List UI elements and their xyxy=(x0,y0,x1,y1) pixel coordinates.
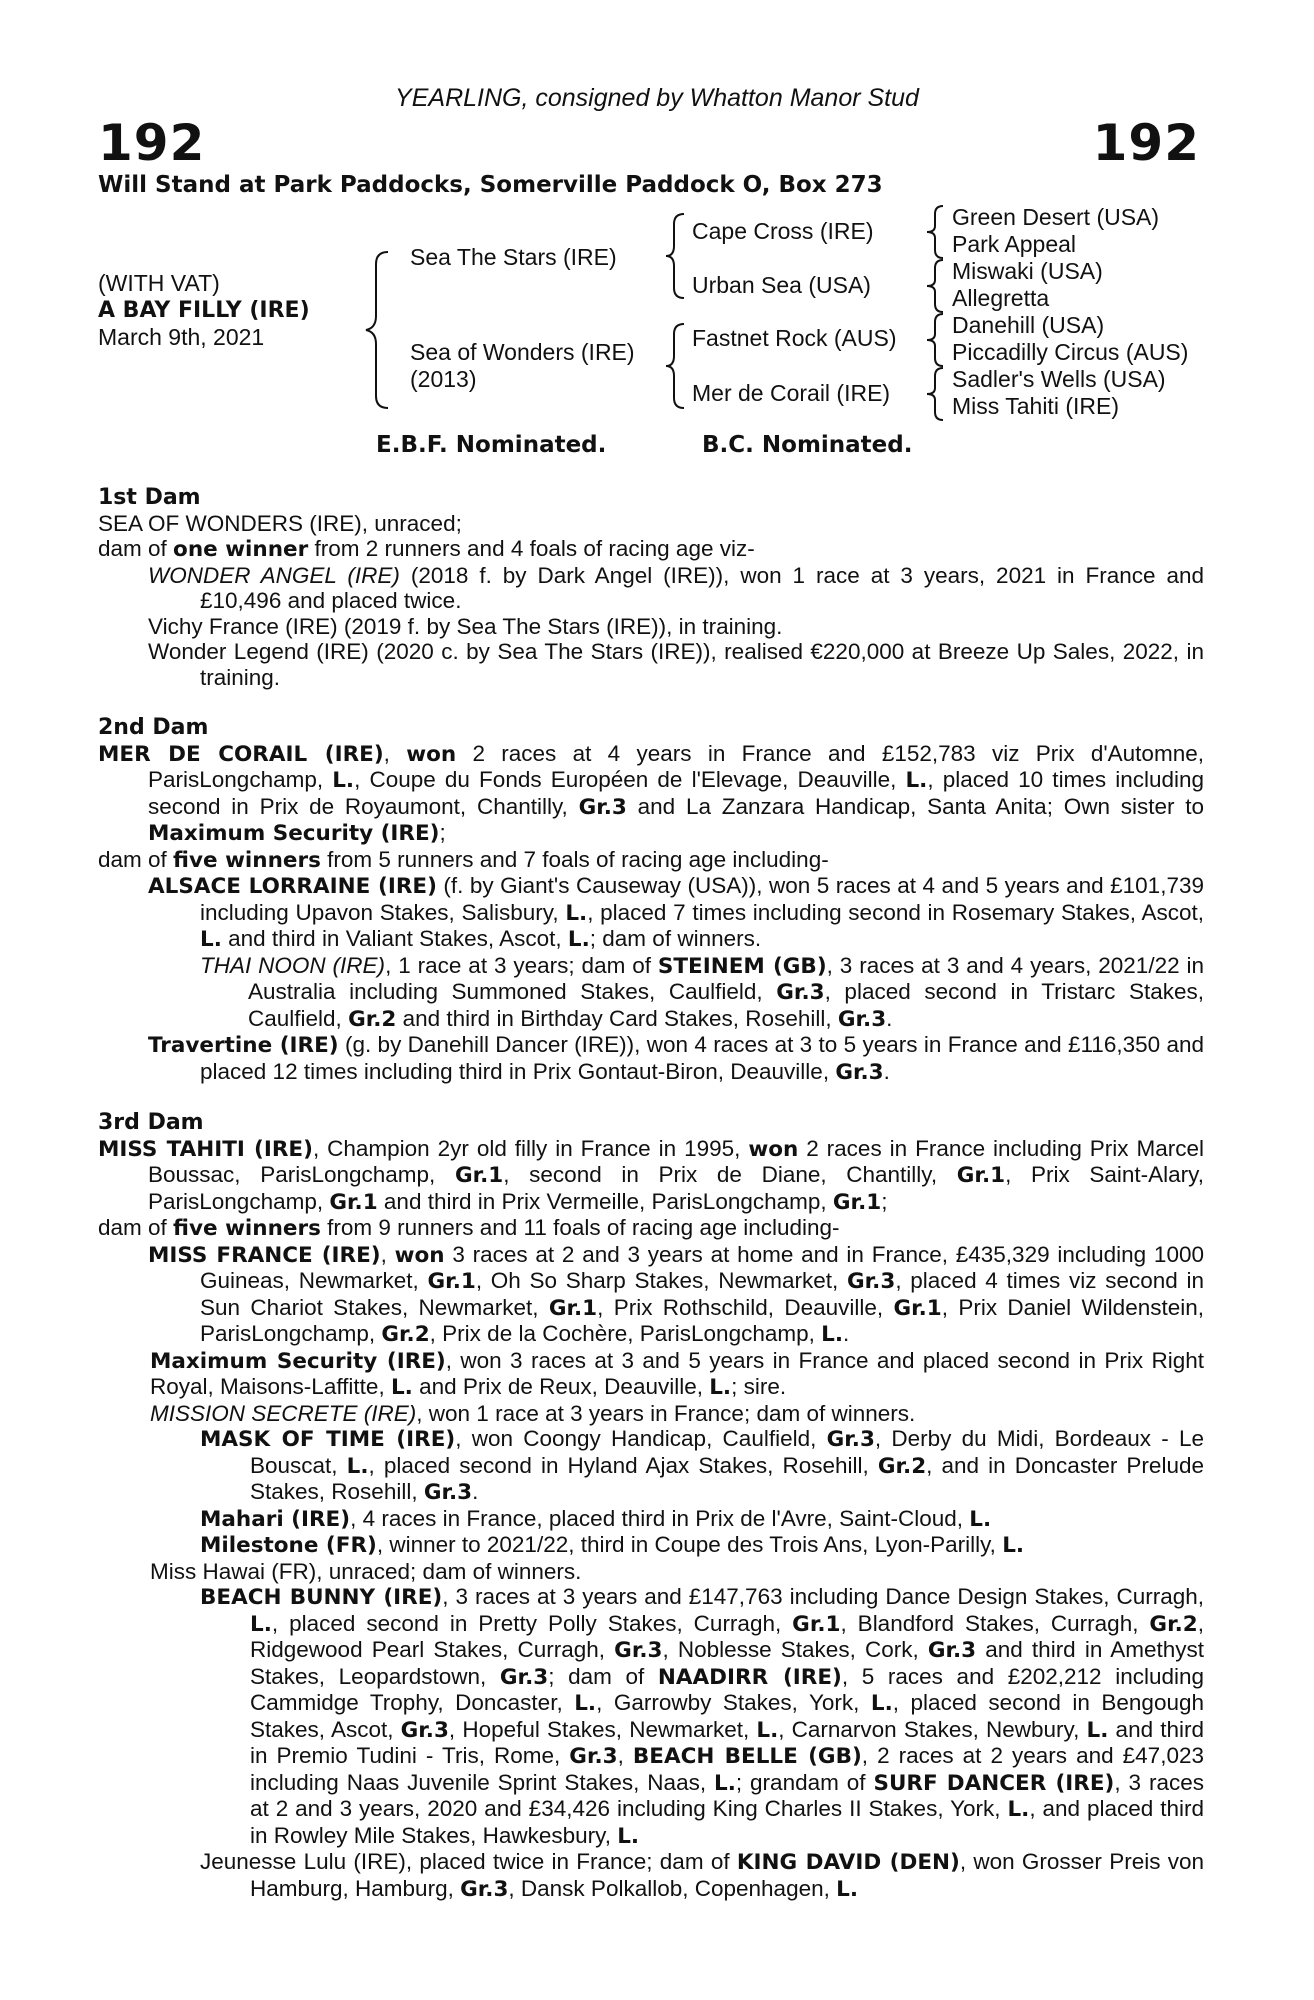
ped-sdd: Allegretta xyxy=(952,285,1050,311)
ped-ssd: Park Appeal xyxy=(952,231,1077,257)
produce-maximum-security: Maximum Security (IRE), won 3 races at 3 and 5 years in France and placed second in Prix Right Royal, Maisons-Laffitte, L. and Prix de Reux, Deauville, L.; sire. xyxy=(150,1347,1205,1400)
second-dam-entry: MER DE CORAIL (IRE), won 2 races at 4 years in France and £152,783 viz Prix d'Automne, ParisLongchamp, L., Coupe du Fonds Européen de l'Elevage, Deauville, L., placed 10 times including second in Prix de Royaumont, Chantilly, Gr.3 and La Zanzara Handicap, Santa Anita; Own sister to Maximum Security (IRE); xyxy=(98,740,1205,846)
horse-name: A BAY FILLY (IRE) xyxy=(98,298,310,323)
ped-sss: Green Desert (USA) xyxy=(952,204,1160,230)
produce-mask-of-time: MASK OF TIME (IRE), won Coongy Handicap, Caulfield, Gr.3, Derby du Midi, Bordeaux - Le Bouscat, L., placed second in Hyland Ajax Stakes, Rosehill, Gr.2, and in Doncaster Prelude Stakes, Rosehill, Gr.3. xyxy=(200,1426,1204,1505)
produce-miss-france: MISS FRANCE (IRE), won 3 races at 2 and 3 years at home and in France, £435,329 including 1000 Guineas, Newmarket, Gr.1, Oh So Sharp Stakes, Newmarket, Gr.3, placed 4 times viz second in Sun Chariot Stakes, Newmarket, Gr.1, Prix Rothschild, Deauville, Gr.1, Prix Daniel Wildenstein, ParisLongchamp, Gr.2, Prix de la Cochère, ParisLongchamp, L.. xyxy=(148,1241,1205,1347)
horse-dob: March 9th, 2021 xyxy=(98,324,265,350)
ped-ddd: Miss Tahiti (IRE) xyxy=(952,393,1119,419)
ped-dds: Sadler's Wells (USA) xyxy=(952,366,1166,392)
second-dam-produce-line: dam of five winners from 5 runners and 7 foals of racing age including- xyxy=(98,846,829,873)
lot-number-right: 192 xyxy=(1092,114,1200,172)
sire-sire: Cape Cross (IRE) xyxy=(692,218,874,244)
brace-ds xyxy=(925,312,949,368)
catalogue-body xyxy=(98,485,1204,1902)
bc-nominated: B.C. Nominated. xyxy=(702,432,913,458)
produce-beach-bunny: BEACH BUNNY (IRE), 3 races at 3 years and £147,763 including Dance Design Stakes, Curragh, L., placed second in Pretty Polly Stakes, Curragh, Gr.1, Blandford Stakes, Curragh, Gr.2, Ridgewood Pearl Stakes, Curragh, Gr.3, Noblesse Stakes, Cork, Gr.3 and third in Amethyst Stakes, Leopardstown, Gr.3; dam of NAADIRR (IRE), 5 races and £202,212 including Cammidge Trophy, Doncaster, L., Garrowby Stakes, York, L., placed second in Bengough Stakes, Ascot, Gr.3, Hopeful Stakes, Newmarket, L., Carnarvon Stakes, Newbury, L. and third in Premio Tudini - Tris, Rome, Gr.3, BEACH BELLE (GB), 2 races at 2 years and £47,023 including Naas Juvenile Sprint Stakes, Naas, L.; grandam of SURF DANCER (IRE), 3 races at 2 and 3 years, 2020 and £34,426 including King Charles II Stakes, York, L., and placed third in Rowley Mile Stakes, Hawkesbury, L. xyxy=(200,1584,1205,1849)
produce-milestone: Milestone (FR), winner to 2021/22, third in Coupe des Trois Ans, Lyon-Parilly, L. xyxy=(200,1532,1025,1558)
ped-dss: Danehill (USA) xyxy=(952,312,1105,338)
dam-dam: Mer de Corail (IRE) xyxy=(692,380,891,406)
produce-alsace-lorraine: ALSACE LORRAINE (IRE) (f. by Giant's Causeway (USA)), won 5 races at 4 and 5 years and £101,739 including Upavon Stakes, Salisbury, L., placed 7 times including second in Rosemary Stakes, Ascot, L. and third in Valiant Stakes, Ascot, L.; dam of winners. xyxy=(148,873,1204,952)
brace-horse xyxy=(364,250,394,410)
ped-sds: Miswaki (USA) xyxy=(952,258,1103,284)
brace-dd xyxy=(925,366,949,422)
produce-thai-noon: THAI NOON (IRE), 1 race at 3 years; dam of STEINEM (GB), 3 races at 3 and 4 years, 2021/22 in Australia including Summoned Stakes, Caulfield, Gr.3, placed second in Tristarc Stakes, Caulfield, Gr.2 and third in Birthday Card Stakes, Rosehill, Gr.3. xyxy=(200,952,1205,1032)
second-dam-heading: 2nd Dam xyxy=(98,715,209,740)
dam-sire: Fastnet Rock (AUS) xyxy=(692,325,897,351)
third-dam-entry: MISS TAHITI (IRE), Champion 2yr old filly in France in 1995, won 2 races in France including Prix Marcel Boussac, ParisLongchamp, Gr.1, second in Prix de Diane, Chantilly, Gr.1, Prix Saint-Alary, ParisLongchamp, Gr.1 and third in Prix Vermeille, ParisLongchamp, Gr.1; xyxy=(98,1135,1205,1215)
produce-jeunesse-lulu: Jeunesse Lulu (IRE), placed twice in France; dam of KING DAVID (DEN), won Grosser Preis von Hamburg, Hamburg, Gr.3, Dansk Polkallob, Copenhagen, L. xyxy=(200,1849,1204,1902)
brace-ss xyxy=(925,204,949,260)
produce-miss-hawai: Miss Hawai (FR), unraced; dam of winners. xyxy=(150,1558,582,1584)
sire: Sea The Stars (IRE) xyxy=(410,244,617,270)
first-dam-line: SEA OF WONDERS (IRE), unraced; xyxy=(98,510,462,536)
third-dam-heading: 3rd Dam xyxy=(98,1110,204,1135)
brace-sd xyxy=(925,258,949,314)
consignor-line: YEARLING, consigned by Whatton Manor Stud xyxy=(395,84,919,112)
brace-dam xyxy=(664,322,690,410)
produce-wonder-angel: WONDER ANGEL (IRE) (2018 f. by Dark Angel (IRE)), won 1 race at 3 years, 2021 in France and £10,496 and placed twice. xyxy=(148,562,1204,613)
stand-location: Will Stand at Park Paddocks, Somerville Paddock O, Box 273 xyxy=(98,172,883,198)
produce-wonder-legend: Wonder Legend (IRE) (2020 c. by Sea The Stars (IRE)), realised €220,000 at Breeze Up Sales, 2022, in training. xyxy=(148,639,1204,690)
third-dam-produce-line: dam of five winners from 9 runners and 11 foals of racing age including- xyxy=(98,1215,840,1241)
produce-mahari: Mahari (IRE), 4 races in France, placed third in Prix de l'Avre, Saint-Cloud, L. xyxy=(200,1505,992,1532)
ped-dsd: Piccadilly Circus (AUS) xyxy=(952,339,1189,365)
produce-mission-secrete: MISSION SECRETE (IRE), won 1 race at 3 years in France; dam of winners. xyxy=(150,1400,916,1426)
first-dam-produce-line: dam of one winner from 2 runners and 4 foals of racing age viz- xyxy=(98,536,755,562)
first-dam-heading: 1st Dam xyxy=(98,485,201,510)
produce-vichy-france: Vichy France (IRE) (2019 f. by Sea The Stars (IRE)), in training. xyxy=(148,613,783,639)
dam-year: (2013) xyxy=(410,366,477,392)
sire-dam: Urban Sea (USA) xyxy=(692,272,871,298)
ebf-nominated: E.B.F. Nominated. xyxy=(376,432,607,458)
lot-number-left: 192 xyxy=(98,114,206,172)
produce-travertine: Travertine (IRE) (g. by Danehill Dancer (IRE)), won 4 races at 3 to 5 years in France and £116,350 and placed 12 times including third in Prix Gontaut-Biron, Deauville, Gr.3. xyxy=(148,1032,1204,1085)
dam: Sea of Wonders (IRE) xyxy=(410,339,635,365)
brace-sire xyxy=(664,212,690,300)
vat-note: (WITH VAT) xyxy=(98,270,220,296)
